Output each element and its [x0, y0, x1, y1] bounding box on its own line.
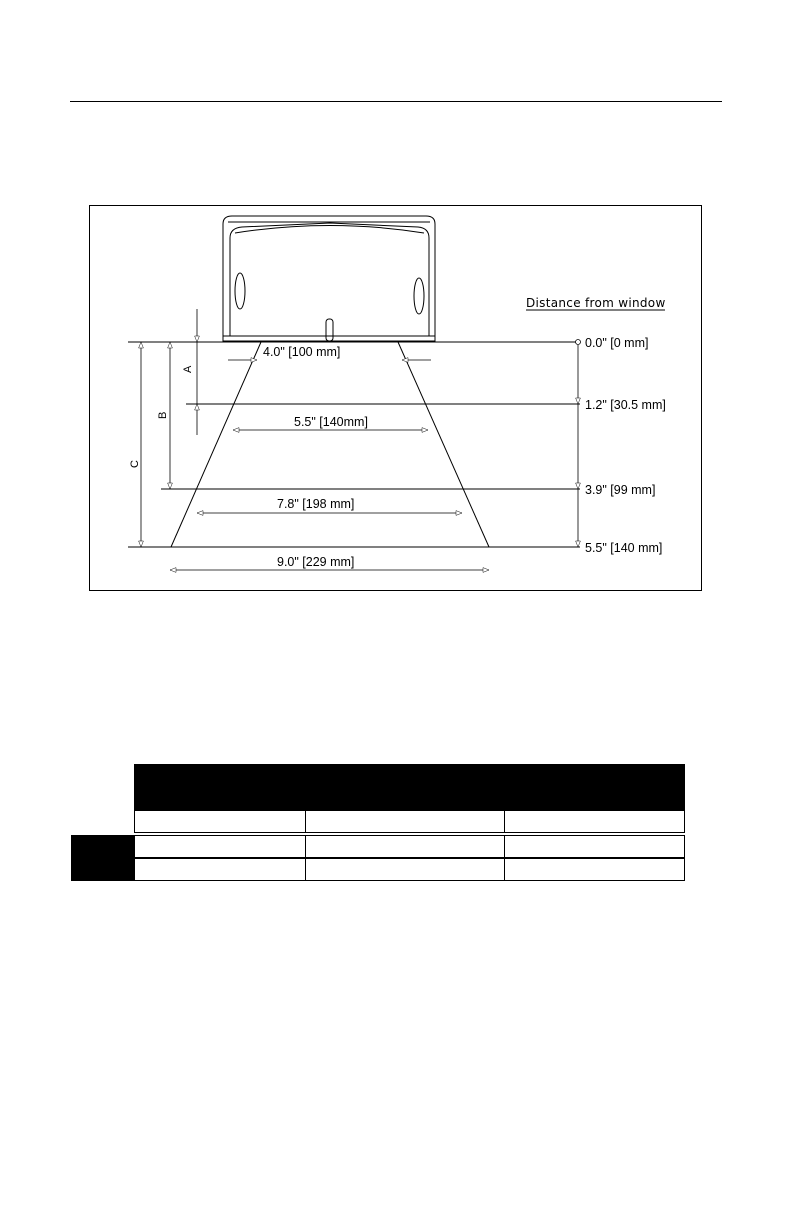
- table-cell: [504, 810, 685, 833]
- legend-title: Distance from window: [526, 296, 666, 310]
- table-header-cell: [134, 764, 305, 810]
- width-label-1: 5.5" [140mm]: [294, 415, 368, 429]
- table-header: [134, 764, 685, 810]
- scanner-housing: [223, 216, 435, 341]
- distance-label-1: 1.2" [30.5 mm]: [585, 398, 666, 412]
- distance-label-2: 3.9" [99 mm]: [585, 483, 656, 497]
- width-dimensions: [170, 360, 489, 570]
- table-cell: [305, 835, 505, 858]
- table-cell: [134, 835, 306, 858]
- scan-beam-edges: [171, 342, 489, 547]
- width-label-0: 4.0" [100 mm]: [263, 345, 341, 359]
- distance-lines: [128, 342, 580, 547]
- distance-label-0: 0.0" [0 mm]: [585, 336, 649, 350]
- header-rule: [70, 101, 722, 102]
- scan-field-figure: [89, 205, 702, 591]
- dimension-letter-a: A: [182, 365, 194, 373]
- dimension-letter-b: B: [157, 411, 169, 419]
- width-label-3: 9.0" [229 mm]: [277, 555, 355, 569]
- scan-field-diagram: [90, 206, 703, 592]
- table-cell: [134, 858, 306, 881]
- table-cell: [134, 810, 306, 833]
- table-row-label: [71, 858, 134, 881]
- table-header-cell: [504, 764, 685, 810]
- dimension-letter-c: C: [129, 460, 141, 468]
- table-header-cell: [305, 764, 504, 810]
- table-cell: [504, 858, 685, 881]
- table-cell: [305, 810, 505, 833]
- table-cell: [305, 858, 505, 881]
- table-row-label: [71, 835, 134, 858]
- distance-label-3: 5.5" [140 mm]: [585, 541, 663, 555]
- table-cell: [504, 835, 685, 858]
- width-label-2: 7.8" [198 mm]: [277, 497, 355, 511]
